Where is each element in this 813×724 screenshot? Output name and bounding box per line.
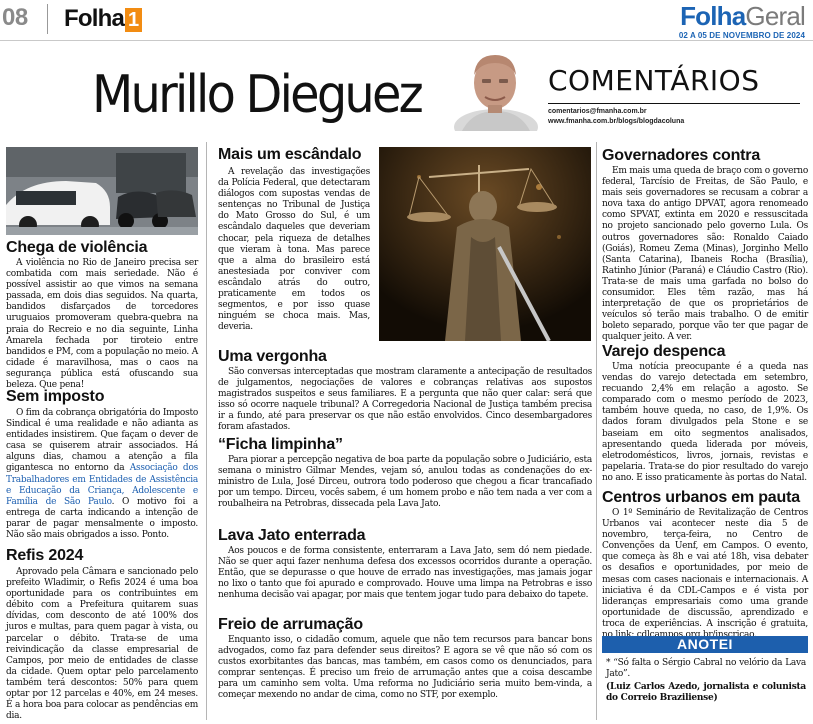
contact-email: comentarios@fmanha.com.br	[548, 108, 647, 115]
headline-varejo: Varejo despenca	[602, 343, 726, 360]
folha-geral-logo	[680, 3, 805, 29]
edition-date: 02 A 05 DE NOVEMBRO DE 2024	[678, 31, 805, 40]
headline-centros: Centros urbanos em pauta	[602, 489, 800, 506]
headline-imposto: Sem imposto	[6, 388, 105, 405]
masthead-rule	[548, 103, 800, 104]
headline-violencia: Chega de violência	[6, 239, 148, 256]
body-imposto-link[interactable]: Associação dos Trabalhadores em Entidades de Assistência e Educação da Criança, Adolescente e Família de São Paulo	[6, 463, 198, 507]
article-refis	[6, 548, 198, 722]
section-title: COMENTÁRIOS	[548, 64, 760, 97]
anotei-box	[606, 658, 806, 704]
contact-site: www.fmanha.com.br/blogs/blogdacoluna	[548, 118, 685, 125]
header-divider	[47, 4, 48, 34]
column-rule-1	[206, 142, 207, 720]
article-freio	[218, 617, 592, 702]
columnist-photo	[452, 45, 540, 131]
article-governadores	[602, 148, 808, 344]
anotei-banner: ANOTEI	[602, 636, 808, 653]
traffic-photo	[6, 147, 198, 235]
body-escandalo: A revelação das investigações da Polícia Federal, que detectaram diálogos com supostas vendas de sentenças no Tribunal de Justiça do Mato Grosso do Sul, é um escândalo daqueles que deveriam chocar, pela riqueza de detalhes que vieram à tona. Mas parece que a alma do brasileiro está anestesiada por conviver com escândalo atrás do outro, praticamente em todos os segmentos, e por isso quase ninguém se choca mais. Mas, deveria.	[218, 167, 370, 333]
body-imposto	[6, 408, 198, 541]
article-lavajato	[218, 528, 592, 601]
body-governadores: Em mais uma queda de braço com o governo federal, Tarcísio de Freitas, de São Paulo, e mais seis governadores se recusam a cobrar a nova taxa do antigo DPVAT, agora renomeado como SPVAT, extinta em 2020 e ressuscitada no projeto sancionado pelo governo Lula. Os outros governadores são: Ronaldo Caiado (Goiás), Romeu Zema (Minas), Jorginho Mello (Santa Catarina), Ibaneis Rocha (Brasília), Ratinho Júnior (Paraná) e Cláudio Castro (Rio). Trata-se de mais uma garfada no bolso do consumidor. Eles têm razão, mas há interpretação de que os proprietários de veículos só terão mais trabalho. O de emitir boleto separado, porque vão ter que pagar de qualquer jeito. A ver.	[602, 166, 808, 343]
body-varejo: Uma notícia preocupante é a queda nas vendas do varejo detectada em setembro, recuando 2,4% em relação a agosto. Se comparado com o mesmo período de 2023, também houve queda, no caso, de 1,9%. Os dados foram divulgados pela Stone e se baseiam em oito segmentos analisados, apresentando queda liderada por móveis, eletrodomésticos, livros, jornais, revistas e papelaria. Trata-se do pior resultado do varejo no ano. E isso praticamente às portas do Natal.	[602, 362, 808, 483]
headline-governadores: Governadores contra	[602, 147, 761, 164]
body-imposto-b: . O motivo foi a entrega de carta indicando a intenção de parar de pagar mensalmente o imposto. Não são mais obrigados a isso. Ponto.	[6, 496, 198, 541]
body-freio: Enquanto isso, o cidadão comum, aquele que não tem recursos para bancar bons advogados, como faz para defender seus direitos? E agora se vê que não só com os custos exorbitantes das bancas, mas também, em casos como os denunciados, para comprar sentenças. É preciso um freio de arrumação antes que a coisa descambe para um caminho sem volta. Uma reforma no Judiciário seria muito bem-vinda, a começar mexendo no andar de cima, como no STF, por exemplo.	[218, 635, 592, 701]
headline-vergonha: Uma vergonha	[218, 348, 327, 365]
body-refis: Aprovado pela Câmara e sancionado pelo prefeito Wladimir, o Refis 2024 é uma boa oportunidade para os contribuintes em débito com a Prefeitura quitarem suas dívidas, com desconto de até 100% dos juros e multas, para quem pagar à vista, ou parcelar o débito. Trata-se de uma reivindicação da classe empresarial de Campos, por meio de entidades de classe da cidade. Quem optar pelo parcelamento também terá descontos: 50% para quem optar por 12 parcelas e 40%, em 24 meses. É a hora boa para colocar as pendências em dia.	[6, 567, 198, 722]
headline-ficha: “Ficha limpinha”	[218, 436, 343, 453]
article-vergonha	[218, 349, 592, 434]
folha-geral-a: Folha	[680, 1, 746, 31]
headline-lavajato: Lava Jato enterrada	[218, 527, 366, 544]
folha1-mark: 1	[125, 8, 142, 32]
article-escandalo	[218, 146, 370, 333]
article-violencia	[6, 240, 198, 391]
folha-brand-text: Folha	[64, 5, 124, 32]
page-number: 08	[2, 4, 28, 31]
columnist-name: Murillo Dieguez	[92, 65, 422, 125]
folha-geral-b: Geral	[745, 1, 805, 31]
body-imposto-a: O fim da cobrança obrigatória do Imposto Sindical é uma realidade e não adianta as entidades insistirem. Que façam o dever de casa se quiserem atrair associados. Há alguns dias, chamou a atenção a fila gigantesca no entorno da	[6, 408, 198, 474]
headline-escandalo: Mais um escândalo	[218, 146, 362, 163]
article-centros	[602, 490, 808, 641]
justice-statue-photo	[379, 147, 591, 341]
article-ficha	[218, 437, 592, 510]
folha1-logo	[64, 4, 142, 32]
body-lavajato: Aos poucos e de forma consistente, enterraram a Lava Jato, sem dó nem piedade. Não se quer aqui fazer nenhuma defesa dos excessos ocorridos durante a operação. Então, que se depurasse o que houve de errado nas investigações, mas jamais jogar no lixo o tanto que foi apurado e comprovado. Houve uma limpa na Petrobras e isso nenhuma decisão vai apagar, por mais que tentem jogar tudo para debaixo do tapete.	[218, 546, 592, 601]
anotei-quote: * “Só falta o Sérgio Cabral no velório da Lava Jato”.	[606, 658, 806, 680]
headline-freio: Freio de arrumação	[218, 616, 363, 633]
article-varejo	[602, 344, 808, 484]
body-vergonha: São conversas interceptadas que mostram claramente a antecipação de resultados de julgamentos, negociações de valores e cobranças relativas aos supostos magistrados suspeitos e seus familiares. E a pergunta que não quer calar: será que isso só ocorre naquele tribunal? A Corregedoria Nacional de Justiça também precisa ir a fundo, até para preservar os que não estão envolvidos. Cinco desembargadores foram afastados.	[218, 367, 592, 433]
anotei-author: (Luiz Carlos Azedo, jornalista e colunista do Correio Braziliense)	[606, 682, 806, 704]
body-centros: O 1º Seminário de Revitalização de Centros Urbanos vai acontecer neste dia 5 de novembro, terça-feira, no Centro de Convenções da Uenf, em Campos. O evento, que começa às 8h e vai até 18h, visa debater os desafios e oportunidades, por meio de mesas com cases nacionais e internacionais. A iniciativa é da CDL-Campos e é vista por lideranças empresariais como uma grande oportunidade de discussão, aprendizado e troca de experiências. A inscrição é gratuita,	[602, 508, 808, 629]
body-violencia: A violência no Rio de Janeiro precisa ser combatida com mais seriedade. Não é possível assistir ao que vimos na semana passada, em dois dias seguidos. Na quarta, bandidos disfarçados de torcedores uruguaios promoveram quebra-quebra na praia do Recreio e no dia seguinte, Linha Amarela fechada por tiroteio entre bandidos e PM, com a população no meio. A cidade é maravilhosa, mas o caos na segurança pública está ofuscando sua beleza. Que pena!	[6, 258, 198, 391]
headline-refis: Refis 2024	[6, 547, 84, 564]
header-rule	[0, 40, 813, 41]
body-ficha: Para piorar a percepção negativa de boa parte da população sobre o Judiciário, esta semana o ministro Gilmar Mendes, vejam só, anulou todas as condenações do ex-ministro de Lula, José Dirceu, outrora todo poderoso que chegou a ficar trancafiado por um tempo. Dirceu, vocês sabem, é um homem probo e não tem nada a ver com a roubalheira na Petrobras, dissecada pela Lava Jato.	[218, 455, 592, 510]
article-imposto	[6, 389, 198, 541]
column-rule-2	[596, 142, 597, 720]
